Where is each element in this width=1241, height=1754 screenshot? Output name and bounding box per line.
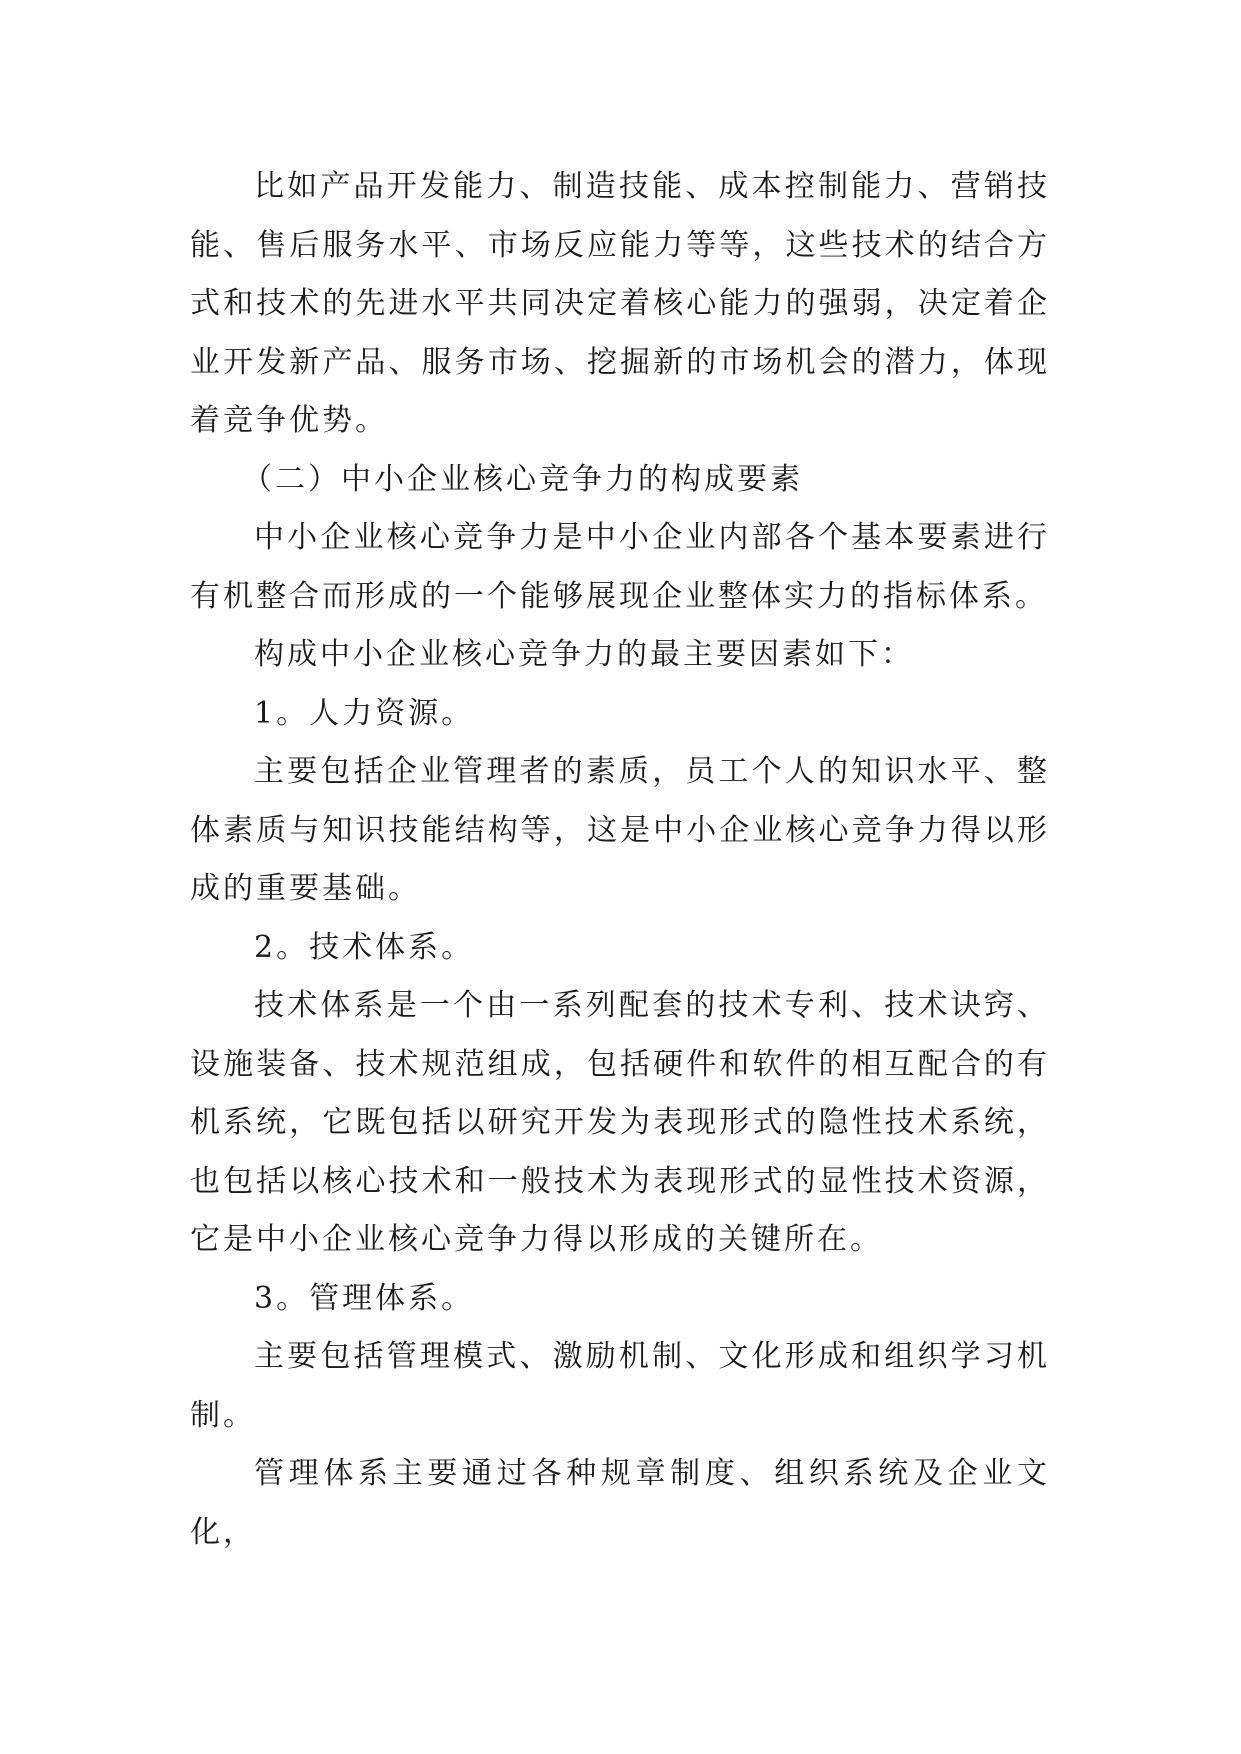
paragraph-human-resources: 主要包括企业管理者的素质，员工个人的知识水平、整体素质与知识技能结构等，这是中小企业核心竞争力得以形成的重要基础。 bbox=[190, 754, 1050, 906]
paragraph-management-system: 管理体系主要通过各种规章制度、组织系统及企业文化， bbox=[190, 1456, 1050, 1550]
paragraph-management-components: 主要包括管理模式、激励机制、文化形成和组织学习机制。 bbox=[190, 1339, 1050, 1433]
item-heading-technology-system: 2。技术体系。 bbox=[254, 929, 475, 965]
paragraph-core-ability-examples: 比如产品开发能力、制造技能、成本控制能力、营销技能、售后服务水平、市场反应能力等等，这些技术的结合方式和技术的先进水平共同决定着核心能力的强弱，决定着企业开发新产品、服务市场、挖掘新的市场机会的潜力，体现着竞争优势。 bbox=[190, 169, 1050, 438]
paragraph-technology-system: 技术体系是一个由一系列配套的技术专利、技术诀窍、设施装备、技术规范组成，包括硬件和软件的相互配合的有机系统，它既包括以研究开发为表现形式的隐性技术系统，也包括以核心技术和一般技术为表现形式的显性技术资源，它是中小企业核心竞争力得以形成的关键所在。 bbox=[190, 988, 1050, 1257]
document-body bbox=[190, 158, 1050, 1562]
paragraph-main-factors-intro: 构成中小企业核心竞争力的最主要因素如下： bbox=[254, 637, 914, 672]
item-heading-human-resources: 1。人力资源。 bbox=[254, 695, 475, 731]
item-heading-management-system: 3。管理体系。 bbox=[254, 1280, 475, 1316]
section-heading-elements: （二）中小企业核心竞争力的构成要素 bbox=[242, 461, 803, 497]
paragraph-definition: 中小企业核心竞争力是中小企业内部各个基本要素进行有机整合而形成的一个能够展现企业整体实力的指标体系。 bbox=[190, 520, 1050, 614]
